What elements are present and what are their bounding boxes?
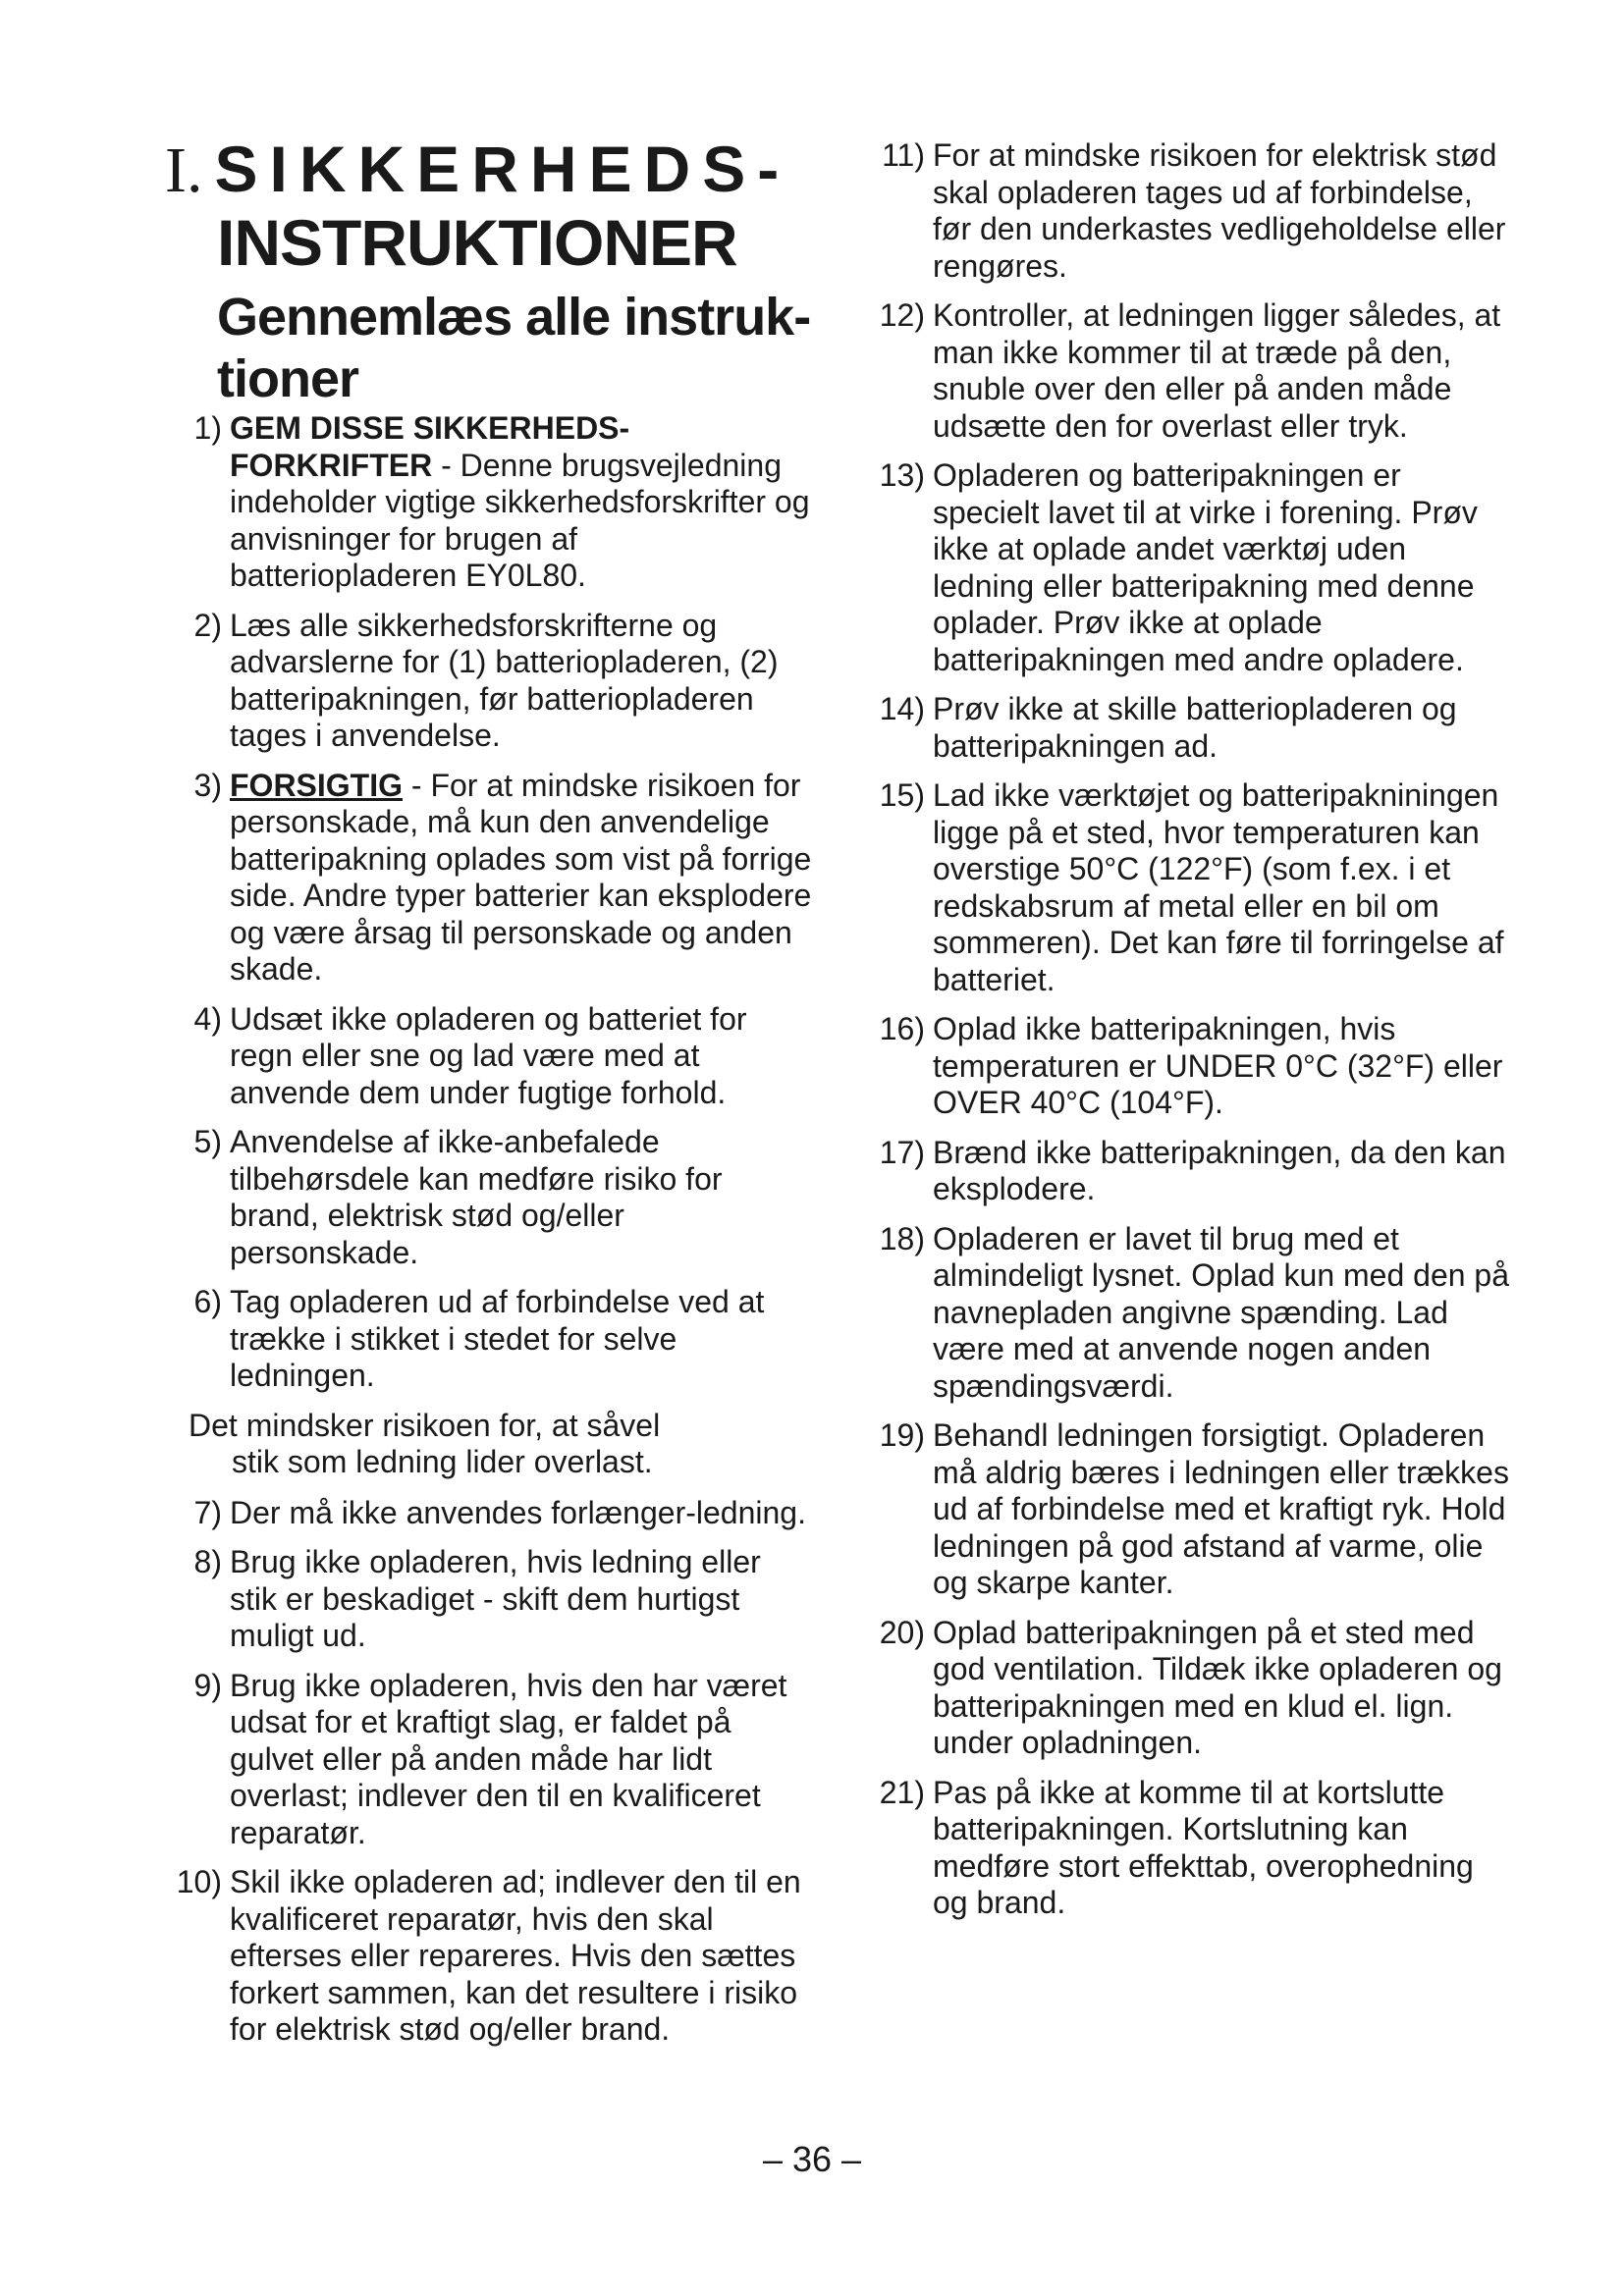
item-number: 8) <box>193 1544 222 1579</box>
list-item <box>165 1495 813 1532</box>
list-item <box>844 1417 1512 1602</box>
item-text: Pas på ikke at komme til at kortslutte batteripakningen. Kortslutning kan medføre stort effekttab, overophedning og brand. <box>933 1774 1474 1920</box>
item-number: 4) <box>193 1000 222 1037</box>
item-text: Prøv ikke at skille batteriopladeren og batteripakningen ad. <box>933 691 1457 764</box>
item-text: Kontroller, at ledningen ligger således, at man ikke kommer til at træde på den, snuble over den eller på anden måde udsætte den for overlast eller tryk. <box>933 297 1501 444</box>
list-item <box>165 1864 813 2049</box>
list-item <box>165 410 813 595</box>
list-item <box>165 1544 813 1655</box>
item-text: Brug ikke opladeren, hvis ledning eller stik er beskadiget - skift dem hurtigst muligt ud. <box>230 1544 761 1653</box>
heading-title-part-1: SIKKERHEDS- <box>214 133 791 205</box>
item-text: Opladeren er lavet til brug med et almindeligt lysnet. Oplad kun med den på navnepladen angivne spænding. Lad være med at anvende nogen anden spændingsværdi. <box>933 1220 1510 1404</box>
section-heading <box>165 133 872 410</box>
item-number: 3) <box>193 767 222 803</box>
item-lead: GEM DISSE SIKKERHEDS-FORKRIFTER <box>230 410 630 483</box>
list-item <box>165 1124 813 1271</box>
subheading: Gennemlæs alle instruk-tioner <box>217 288 811 408</box>
item-number: 15) <box>879 777 925 813</box>
item-text: For at mindske risikoen for elektrisk stød skal opladeren tages ud af forbindelse, før den underkastes vedligeholdelse eller rengøres. <box>933 137 1506 284</box>
note-first-line: Det mindsker risikoen for, at såvel <box>189 1407 661 1443</box>
item-number: 18) <box>879 1220 925 1256</box>
list-item <box>844 137 1512 285</box>
item-text <box>230 768 813 988</box>
item-text: Opladeren og batteripakningen er specielt lavet til at virke i forening. Prøv ikke at oplade andet værktøj uden ledning eller batteripakning med denne oplader. Prøv ikke at oplade batteripakningen med andre opladere. <box>933 457 1478 677</box>
list-item <box>844 1011 1512 1122</box>
item-text: Skil ikke opladeren ad; indlever den til en kvalificeret reparatør, hvis den skal efterses eller repareres. Hvis den sættes forkert sammen, kan det resultere i risiko for elektrisk stød og/eller brand. <box>230 1864 801 2047</box>
item-number: 10) <box>176 1864 222 1899</box>
item-text: Tag opladeren ud af forbindelse ved at trække i stikket i stedet for selve ledningen. <box>230 1284 765 1393</box>
item-number: 12) <box>879 297 925 333</box>
item-text: Læs alle sikkerhedsforskrifterne og advarslerne for (1) batteriopladeren, (2) batteripakningen, før batteriopladeren tages i anvendelse. <box>230 607 779 753</box>
page-number: – 36 – <box>762 2139 862 2179</box>
item-number: 19) <box>879 1417 925 1453</box>
item-number: 13) <box>879 457 925 493</box>
item-number: 17) <box>879 1134 925 1170</box>
heading-line-1 <box>165 133 872 206</box>
list-item <box>165 1668 813 1852</box>
item-number: 2) <box>193 607 222 643</box>
list-item <box>165 608 813 755</box>
list-item <box>165 768 813 988</box>
list-item <box>844 1775 1512 1922</box>
heading-title-part-2: INSTRUKTIONER <box>217 206 737 279</box>
item-text: Brænd ikke batteripakningen, da den kan eksplodere. <box>933 1134 1506 1206</box>
item-text: Udsæt ikke opladeren og batteriet for regn eller sne og lad være med at anvende dem under fugtige forhold. <box>230 1000 747 1110</box>
note-second-line: stik som ledning lider overlast. <box>232 1444 653 1479</box>
item-text: Brug ikke opladeren, hvis den har været udsat for et kraftigt slag, er faldet på gulvet eller på anden måde har lidt overlast; indlever den til en kvalificeret reparatør. <box>230 1667 787 1850</box>
item-number: 11) <box>882 137 925 173</box>
list-item <box>165 1001 813 1112</box>
section-numeral: I. <box>165 134 203 206</box>
item-text: Oplad batteripakningen på et sted med god ventilation. Tildæk ikke opladeren og batteripakningen med en klud el. lign. under opladningen. <box>933 1614 1502 1760</box>
item-text: Anvendelse af ikke-anbefalede tilbehørsdele kan medføre risiko for brand, elektrisk stød og/eller personskade. <box>230 1124 723 1270</box>
item-number: 5) <box>193 1124 222 1159</box>
list-item <box>844 1615 1512 1762</box>
list-item <box>844 1135 1512 1208</box>
item-number: 20) <box>879 1614 925 1650</box>
item-number: 7) <box>193 1494 222 1530</box>
item-number: 9) <box>193 1667 222 1703</box>
item-text: Behandl ledningen forsigtigt. Opladeren må aldrig bæres i ledningen eller trækkes ud af forbindelse med et kraftigt ryk. Hold ledningen på god afstand af varme, olie og skarpe kanter. <box>933 1417 1509 1600</box>
left-column <box>165 410 813 2061</box>
list-item <box>844 691 1512 765</box>
list-item <box>844 1221 1512 1406</box>
item-text: Lad ikke værktøjet og batteripakniningen ligge på et sted, hvor temperaturen kan overstige 50°C (122°F) (som f.ex. i et redskabsrum af metal eller en bil om sommeren). Det kan føre til forringelse af batteriet. <box>933 777 1504 997</box>
note-paragraph <box>189 1408 813 1481</box>
item-text: Oplad ikke batteripakningen, hvis temperaturen er UNDER 0°C (32°F) eller OVER 40°C (104°F). <box>933 1011 1503 1120</box>
item-text: Der må ikke anvendes forlænger-ledning. <box>230 1494 806 1530</box>
item-body: - For at mindske risikoen for personskade, må kun den anvendelige batteripakning oplades som vist på forrige side. Andre typer batterier kan eksplodere og være årsag til personskade og anden skade. <box>230 767 812 987</box>
item-number: 21) <box>879 1774 925 1810</box>
item-number: 16) <box>879 1011 925 1046</box>
list-item <box>844 297 1512 445</box>
item-number: 6) <box>193 1284 222 1319</box>
right-column <box>844 137 1512 1935</box>
list-item <box>844 457 1512 678</box>
list-item <box>165 1284 813 1395</box>
item-body: - Denne brugsvejledning indeholder vigtige sikkerhedsforskrifter og anvisninger for brugen af batteriopladeren EY0L80. <box>230 447 810 593</box>
item-text <box>230 410 813 595</box>
item-number: 1) <box>193 410 222 446</box>
item-lead: FORSIGTIG <box>230 767 403 803</box>
item-number: 14) <box>879 691 925 726</box>
list-item <box>844 777 1512 998</box>
